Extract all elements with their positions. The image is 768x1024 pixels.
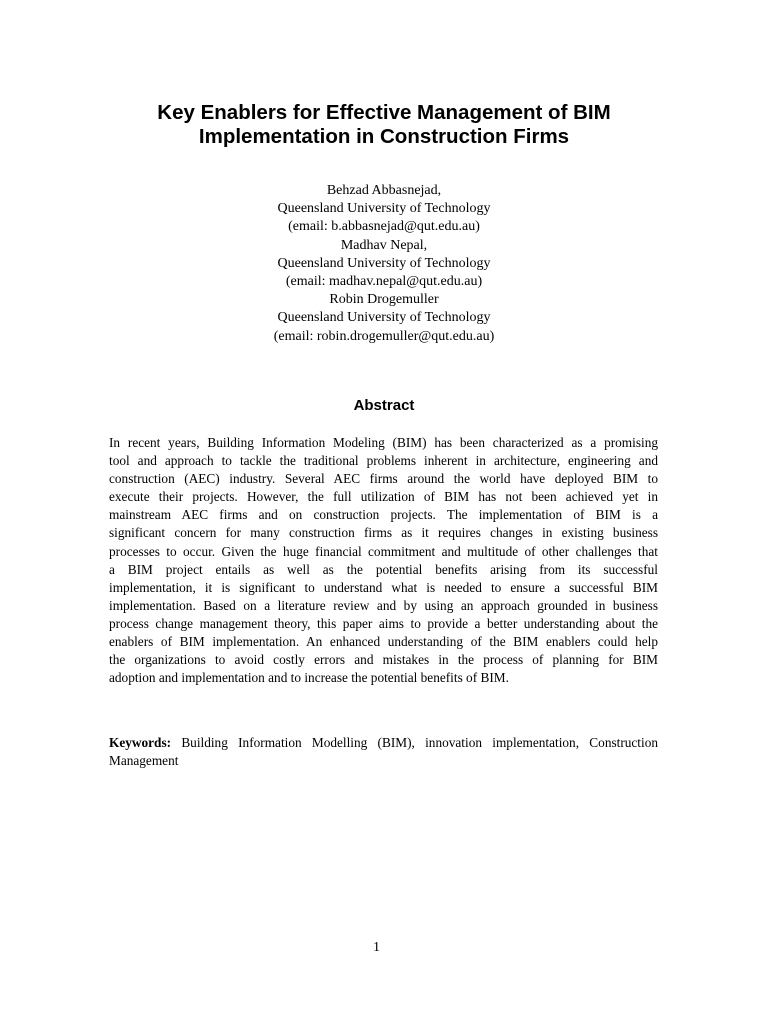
author-affiliation: Queensland University of Technology bbox=[277, 255, 491, 271]
abstract-line: processes to occur. Given the huge financial commitment and multitude of other challenges that bbox=[109, 543, 658, 559]
author-email: (email: robin.drogemuller@qut.edu.au) bbox=[273, 328, 495, 344]
abstract-line: execute their projects. However, the full utilization of BIM has not been achieved yet in bbox=[109, 489, 658, 505]
keywords-line bbox=[109, 734, 658, 752]
author-name: Robin Drogemuller bbox=[329, 292, 439, 308]
keywords-block bbox=[109, 734, 658, 770]
abstract-line: tool and approach to tackle the traditional problems inherent in architecture, engineering and bbox=[109, 453, 658, 469]
abstract-line: significant concern for many construction firms as it requires changes in existing business bbox=[109, 525, 658, 541]
author-email: (email: madhav.nepal@qut.edu.au) bbox=[285, 274, 483, 290]
paper-title bbox=[60, 101, 708, 149]
abstract-line: adoption and implementation and to increase the potential benefits of BIM. bbox=[109, 670, 509, 686]
author-block bbox=[160, 182, 608, 346]
abstract-line: implementation, it is significant to understand what is needed to ensure a successful BIM bbox=[109, 579, 658, 595]
author-email: (email: b.abbasnejad@qut.edu.au) bbox=[288, 219, 480, 235]
author-name: Madhav Nepal, bbox=[340, 237, 428, 253]
abstract-line: a BIM project entails as well as the potential benefits arising from its successful bbox=[109, 561, 658, 577]
abstract-line: mainstream AEC firms and on construction projects. The implementation of BIM is a bbox=[109, 507, 658, 523]
abstract-line: In recent years, Building Information Modeling (BIM) has been characterized as a promising bbox=[109, 435, 658, 450]
abstract-line: the organizations to avoid costly errors and mistakes in the process of planning for BIM bbox=[109, 652, 658, 668]
page-number: 1 bbox=[373, 940, 380, 955]
author-name: Behzad Abbasnejad, bbox=[326, 183, 442, 198]
title-line: Key Enablers for Effective Management of BIM bbox=[157, 101, 611, 124]
abstract-heading: Abstract bbox=[353, 397, 415, 414]
author-affiliation: Queensland University of Technology bbox=[277, 201, 491, 217]
keywords-text: Building Information Modelling (BIM), innovation implementation, Construction bbox=[181, 735, 658, 750]
author-affiliation: Queensland University of Technology bbox=[277, 310, 491, 326]
abstract-line: enablers of BIM implementation. An enhanced understanding of the BIM enablers could help bbox=[109, 634, 658, 650]
abstract-line: construction (AEC) industry. Several AEC firms around the world have deployed BIM to bbox=[109, 471, 658, 487]
keywords-label: Keywords: bbox=[109, 735, 172, 750]
title-line: Implementation in Construction Firms bbox=[198, 125, 570, 148]
abstract-line: process change management theory, this paper aims to provide a better understanding about the bbox=[109, 615, 658, 631]
keywords-line-continued: Management bbox=[109, 753, 179, 769]
abstract-line: implementation. Based on a literature review and by using an approach grounded in business bbox=[109, 597, 658, 613]
abstract-body bbox=[109, 434, 658, 687]
